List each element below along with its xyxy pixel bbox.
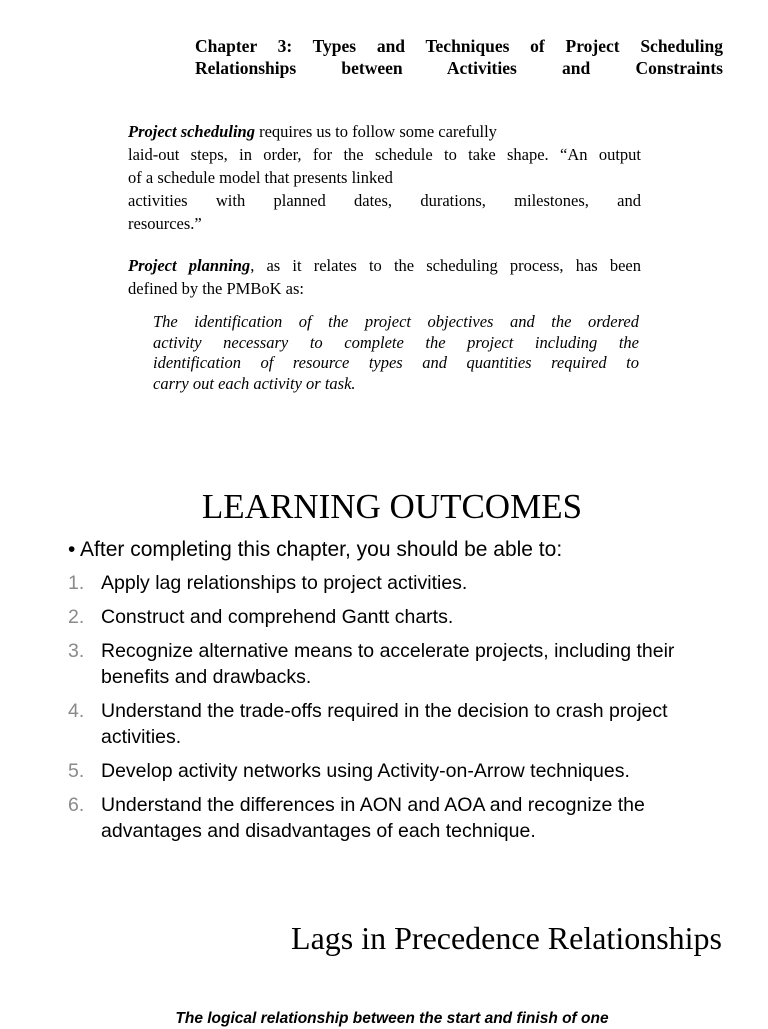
list-item-text: Apply lag relationships to project activities. (101, 572, 468, 594)
learning-outcomes-heading: LEARNING OUTCOMES (201, 487, 583, 526)
term-project-planning: Project planning (128, 256, 251, 275)
learning-intro-bullet: • After completing this chapter, you should be able to: (68, 538, 563, 561)
list-item-number: 4. (68, 700, 85, 722)
pmbok-quote (153, 312, 639, 394)
list-item-text: Construct and comprehend Gantt charts. (101, 606, 454, 628)
list-item-number: 5. (68, 760, 85, 782)
chapter-title-line-2: Relationships between Activities and Constraints (195, 58, 723, 78)
list-item-number: 6. (68, 794, 85, 816)
lags-heading: Lags in Precedence Relationships (291, 920, 722, 956)
list-item-text: Recognize alternative means to accelerate projects, including their benefits and drawbacks. (101, 640, 675, 688)
quote-line: carry out each activity or task. (153, 373, 356, 393)
list-item-text: Develop activity networks using Activity-on-Arrow techniques. (101, 760, 630, 782)
paragraph-line: of a schedule model that presents linked (128, 168, 393, 187)
paragraph-line (128, 120, 641, 143)
learning-outcomes-list (68, 570, 748, 852)
list-item (68, 638, 748, 690)
chapter-title-line-1: Chapter 3: Types and Techniques of Project Scheduling (195, 36, 723, 56)
list-item-text: Understand the trade-offs required in the decision to crash project activities. (101, 700, 668, 748)
paragraph-line (128, 254, 641, 277)
paragraph-text: requires us to follow some carefully (254, 122, 497, 141)
paragraph-line: laid-out steps, in order, for the schedule to take shape. “An output (128, 145, 641, 164)
paragraph-line: defined by the PMBoK as: (128, 279, 304, 298)
list-item (68, 792, 748, 844)
list-item-number: 3. (68, 640, 85, 662)
paragraph-project-planning (128, 254, 641, 300)
list-item (68, 698, 748, 750)
quote-line: activity necessary to complete the project including the (153, 332, 639, 352)
list-item-number: 2. (68, 606, 85, 628)
list-item (68, 758, 748, 784)
quote-line: The identification of the project objectives and the ordered (153, 312, 639, 331)
term-project-scheduling: Project scheduling (128, 122, 255, 141)
intro-section (128, 120, 641, 300)
paragraph-line: resources.” (128, 214, 202, 233)
lags-intro-text: The logical relationship between the start and finish of one (175, 1010, 609, 1027)
quote-line: identification of resource types and quantities required to (153, 353, 639, 372)
list-item-text: Understand the differences in AON and AOA and recognize the advantages and disadvantages of each technique. (101, 794, 645, 842)
list-item-number: 1. (68, 572, 85, 594)
paragraph-line: activities with planned dates, durations, milestones, and (128, 191, 641, 210)
chapter-title (195, 35, 723, 79)
list-item (68, 570, 748, 596)
list-item (68, 604, 748, 630)
paragraph-project-scheduling (128, 120, 641, 235)
paragraph-text: , as it relates to the scheduling process, has been (250, 256, 641, 275)
